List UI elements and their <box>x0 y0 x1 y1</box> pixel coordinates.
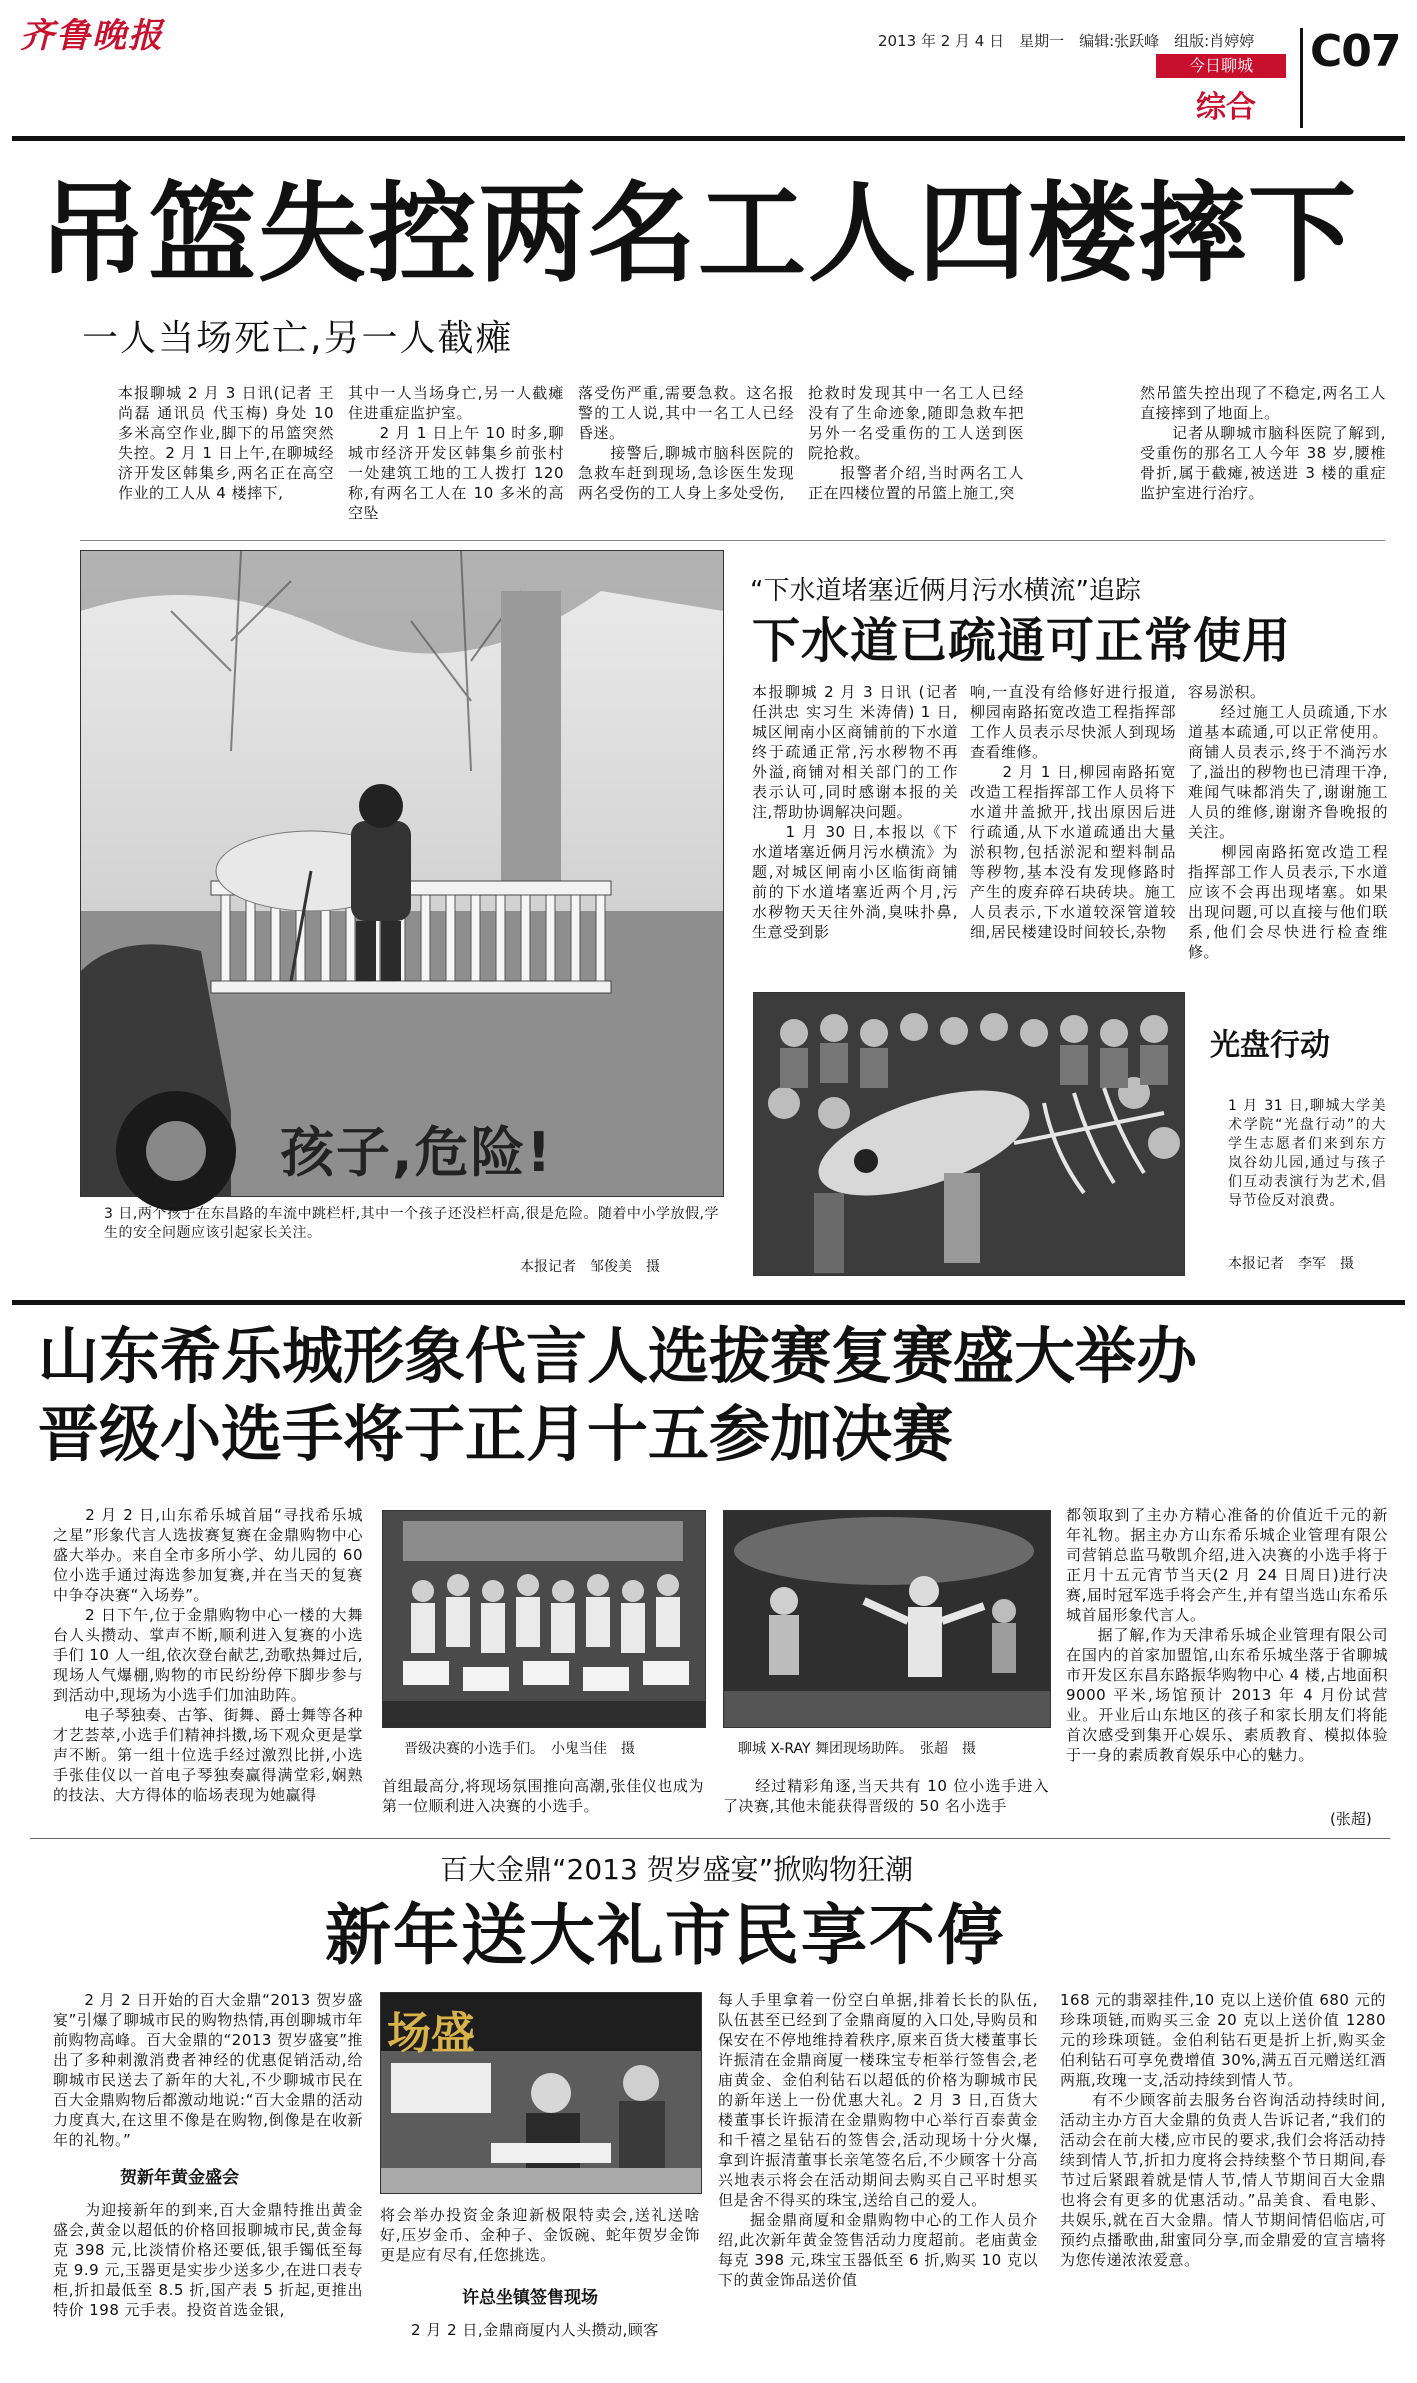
story3-col-4: 都领取到了主办方精心准备的价值近千元的新年礼物。据主办方山东希乐城企业管理有限公司营销总监马敬凯介绍,进入决赛的小选手将于正月十五元宵节当天(2 月 24 日周日)进行决赛,届时冠军选手将会产生,并有望当选山东希乐城首届形象代言人。 据了解,作为天津希乐城企业管理有限公司在国内的首家加盟馆,山东希乐城坐落于省聊城市开发区东昌东路振华购物中心 4 楼,占地面积 9000 平米,场馆预计 2013 年 4 月份试营业。开业后山东地区的孩子和家长朋友们将能首次感受到集开心娱乐、素质教育、模拟体验于一身的素质教育娱乐中心的魅力。 <box>1066 1506 1388 1764</box>
masthead-divider <box>1300 28 1303 128</box>
page-number: C07 <box>1310 26 1401 77</box>
photo1-overlay-text: 孩子,危险! <box>280 1121 554 1184</box>
date-line: 2013 年 2 月 4 日 星期一 编辑:张跃峰 组版:肖婷婷 <box>878 32 1255 50</box>
story4-col-2b: 2 月 2 日,金鼎商厦内人头攒动,顾客 <box>380 2321 659 2339</box>
story1-subhead: 一人当场死亡,另一人截瘫 <box>82 318 514 359</box>
section-name: 综合 <box>1196 90 1256 125</box>
photo-children-railing <box>80 550 724 1197</box>
story4-col-1: 2 月 2 日开始的百大金鼎“2013 贺岁盛宴”引爆了聊城市民的购物热情,再创聊城市年前购物高峰。百大金鼎的“2013 贺岁盛宴”推出了多种刺激消费者神经的优惠促销活动,给聊城市民送去了新年的大礼,不少聊城市民在百大金鼎购物后都激动地说:“百大金鼎的活动力度真大,在这里不像是在购物,倒像是在收新年的礼物。” <box>53 1991 363 2149</box>
story4-kicker: 百大金鼎“2013 贺岁盛宴”掀购物狂潮 <box>440 1853 914 1886</box>
story1-rule <box>80 540 1385 541</box>
story3-col-2: 首组最高分,将现场氛围推向高潮,张佳仪也成为第一位顺利进入决赛的小选手。 <box>382 1777 704 1815</box>
story3-col-3: 经过精彩角逐,当天共有 10 位小选手进入了决赛,其他未能获得晋级的 50 名小选手 <box>723 1777 1049 1815</box>
story2-kicker: “下水道堵塞近俩月污水横流”追踪 <box>750 576 1141 606</box>
story3-col-1: 2 月 2 日,山东希乐城首届“寻找希乐城之星”形象代言人选拔赛复赛在金鼎购物中心盛大举办。来自全市多所小学、幼儿园的 60 位小选手通过海选参加复赛,并在当天的复赛中争夺决赛“入场券”。 2 日下午,位于金鼎购物中心一楼的大舞台人头攒动、掌声不断,顺利进入复赛的小选手们 10 人一组,依次登台献艺,劲歌热舞过后,现场人气爆棚,购物的市民纷纷停下脚步参与到活动中,现场为小选手们加油助阵。 电子琴独奏、古筝、街舞、爵士舞等各种才艺荟萃,小选手们精神抖擞,场下观众更是掌声不断。第一组十位选手经过激烈比拼,小选手张佳仪以一首电子琴独奏赢得满堂彩,娴熟的技法、大方得体的临场表现为她赢得 <box>53 1506 364 1804</box>
section-rule-2 <box>30 1838 1390 1839</box>
story1-col-1: 本报聊城 2 月 3 日讯(记者 王尚磊 通讯员 代玉梅) 身处 10 多米高空作业,脚下的吊篮突然失控。2 月 1 日上午,在聊城经济开发区韩集乡,两名正在高空作业的工人从 4 楼摔下, <box>118 384 340 502</box>
masthead-rule <box>12 136 1405 141</box>
photo2-caption: 1 月 31 日,聊城大学美术学院“光盘行动”的大学生志愿者们来到东方岚谷幼儿园,通过与孩子们互动表演行为艺术,倡导节俭反对浪费。 <box>1228 1098 1386 1209</box>
photo-finalists <box>382 1510 706 1728</box>
story3-headline-2: 晋级小选手将于正月十五参加决赛 <box>38 1399 954 1470</box>
section-rule-1 <box>12 1300 1405 1305</box>
story1-col-5: 然吊篮失控出现了不稳定,两名工人直接摔到了地面上。 记者从聊城市脑科医院了解到,受重伤的那名工人今年 38 岁,腰椎骨折,属于截瘫,被送进 3 楼的重症监护室进行治疗。 <box>1140 384 1386 502</box>
photo-signing-event <box>380 1992 702 2194</box>
story4-col-1b: 为迎接新年的到来,百大金鼎特推出黄金盛会,黄金以超低的价格回报聊城市民,黄金每克 398 元,比淡情价格还要低,银手镯低至每克 9.9 元,玉器更是实步少送多少,在进口表专柜,折扣最低至 8.5 折,国产表 5 折起,更推出特价 198 元手表。投资首选金银, <box>53 2201 363 2319</box>
story3-headline-1: 山东希乐城形象代言人选拔赛复赛盛大举办 <box>38 1321 1198 1392</box>
story2-col-2: 响,一直没有给修好进行报道,柳园南路拓宽改造工程指挥部工作人员表示尽快派人到现场查看维修。 2 月 1 日,柳园南路拓宽改造工程指挥部工作人员将下水道井盖掀开,找出原因后进行疏通,从下水道疏通出大量淤积物,包括淤泥和塑料制品等秽物,基本没有发现修路时产生的废弃碎石块砖块。施工人员表示,下水道较深管道较细,居民楼建设时间较长,杂物 <box>970 683 1176 941</box>
photo1-credit: 本报记者 邹俊美 摄 <box>520 1259 660 1275</box>
photo2-credit: 本报记者 李军 摄 <box>1228 1256 1354 1272</box>
photo3b-caption: 聊城 X-RAY 舞团现场助阵。 张超 摄 <box>738 1741 977 1757</box>
photo1-scene <box>81 551 723 1196</box>
photo3a-caption: 晋级决赛的小选手们。 小鬼当佳 摄 <box>404 1741 635 1757</box>
photo-dance-troupe <box>723 1510 1051 1728</box>
photo2-scene <box>754 993 1184 1275</box>
photo-light-plate-action <box>753 992 1185 1276</box>
section-tag: 今日聊城 <box>1156 54 1286 78</box>
photo4-sign-text: 场盛 <box>387 2008 475 2059</box>
story1-col-3: 落受伤严重,需要急救。这名报警的工人说,其中一名工人已经昏迷。 接警后,聊城市脑科医院的急救车赶到现场,急诊医生发现两名受伤的工人身上多处受伤, <box>578 384 794 502</box>
story4-col-4: 168 元的翡翠挂件,10 克以上送价值 680 元的珍珠项链,而购买三金 20 克以上送价值 1280 元的珍珠项链。金伯利钻石更是折上折,购买金伯利钻石可享免费增值 30%,满五百元赠送红酒两瓶,玫瑰一支,活动持续到情人节。 有不少顾客前去服务台咨询活动持续时间,活动主办方百大金鼎的负责人告诉记者,“我们的活动会在前大楼,应市民的要求,我们会将活动持续到情人节,折扣力度将会持续整个节日期间,春节过后紧跟着就是情人节,情人节期间百大金鼎也将会有更多的优惠活动。”品美食、看电影、共娱乐,就在百大金鼎。情人节期间情侣临店,可预约点播歌曲,甜蜜同分享,而金鼎爱的宣言墙将为您传递浓浓爱意。 <box>1060 1991 1386 2269</box>
photo3a-scene <box>383 1511 705 1727</box>
story1-col-2: 其中一人当场身亡,另一人截瘫住进重症监护室。 2 月 1 日上午 10 时多,聊城市经济开发区韩集乡前张村一处建筑工地的工人拨打 120 称,有两名工人在 10 多米的高空坠 <box>348 384 564 522</box>
paper-logo: 齐鲁晚报 <box>20 16 164 56</box>
story4-subhead-2: 许总坐镇签售现场 <box>462 2288 598 2308</box>
story4-col-3: 每人手里拿着一份空白单据,排着长长的队伍,队伍甚至已经到了金鼎商厦的入口处,导购员和保安在不停地维持着秩序,原来百货大楼董事长许振清在金鼎商厦一楼珠宝专柜举行签售会,老庙黄金、金伯利钻石以超低的价格为聊城市民的新年送上一份优惠大礼。2 月 3 日,百货大楼董事长许振清在金鼎购物中心举行百泰黄金和千禧之星钻石的签售会,活动现场十分火爆,拿到许振清董事长亲笔签名后,不少顾客十分高兴地表示将会在活动期间去购买自己平时想买但是舍不得买的珠宝,送给自己的爱人。 掘金鼎商厦和金鼎购物中心的工作人员介绍,此次新年黄金签售活动力度超前。老庙黄金每克 398 元,珠宝玉器低至 6 折,购买 10 克以下的黄金饰品送价值 <box>718 1991 1038 2289</box>
story2-col-1: 本报聊城 2 月 3 日讯 (记者 任洪忠 实习生 米涛倩) 1 日,城区闸南小区商铺前的下水道终于疏通正常,污水秽物不再外溢,商铺对相关部门的工作表示认可,同时感谢本报的关注,帮助协调解决问题。 1 月 30 日,本报以《下水道堵塞近俩月污水横流》为题,对城区闸南小区临街商铺前的下水道堵塞近两个月,污水秽物天天往外淌,臭味扑鼻,生意受到影 <box>752 683 958 941</box>
story4-col-2: 将会举办投资金条迎新极限特卖会,送礼送啥好,压岁金币、金种子、金饭碗、蛇年贺岁金饰更是应有尽有,任您挑选。 <box>380 2206 700 2264</box>
story2-headline: 下水道已疏通可正常使用 <box>752 613 1292 669</box>
story4-subhead-1: 贺新年黄金盛会 <box>120 2168 239 2188</box>
story2-col-3: 容易淤积。 经过施工人员疏通,下水道基本疏通,可以正常使用。商铺人员表示,终于不淌污水了,溢出的秽物也已清理干净,难闻气味都消失了,谢谢施工人员的维修,谢谢齐鲁晚报的关注。 柳园南路拓宽改造工程指挥部工作人员表示,下水道应该不会再出现堵塞。如果出现问题,可以直接与他们联系,他们会尽快进行检查维修。 <box>1188 683 1388 961</box>
story1-headline: 吊篮失控两名工人四楼摔下 <box>38 172 1359 297</box>
story1-col-4: 抢救时发现其中一名工人已经没有了生命迹象,随即急救车把另外一名受重伤的工人送到医院抢救。 报警者介绍,当时两名工人正在四楼位置的吊篮上施工,突 <box>808 384 1024 502</box>
photo1-caption: 3 日,两个孩子在东昌路的车流中跳栏杆,其中一个孩子还没栏杆高,很是危险。随着中小学放假,学生的安全问题应该引起家长关注。 <box>104 1206 719 1241</box>
photo3b-scene <box>724 1511 1050 1727</box>
photo2-title: 光盘行动 <box>1210 1028 1330 1063</box>
story4-headline: 新年送大礼市民享不停 <box>325 1897 1005 1974</box>
story3-author: (张超) <box>1330 1810 1372 1828</box>
